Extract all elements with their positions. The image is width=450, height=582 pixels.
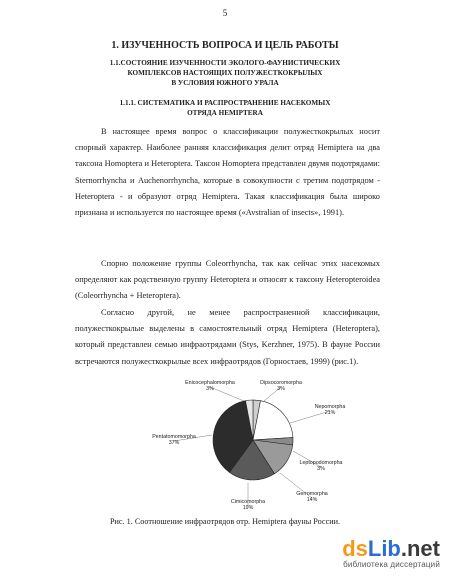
subsubsection-heading-line: ОТРЯДА HEMIPTERA [187,109,263,117]
slice-label: Dipsocoromorpha [260,380,302,386]
body-paragraph: В настоящее время вопрос о классификации полужесткокрылых носит спорный характер. Наиболее ранняя классификация делит отряд Hemiptera на два таксона Homoptera и Heteroptera. Таксон Homoptera представлен двумя подотрядами: Sternorrhyncha и Auchenorrhyncha, которые в совокупности с третим подотрядом - Heteroptera - и образуют отряд Hemiptera. Такая классификация была широко признана и используется по настоящее время («Avstralian of insects», 1991). [75,127,380,218]
leader-line [210,387,244,401]
slice-label: Nepomorpha [314,404,346,410]
infraorder-pie-chart [150,375,350,515]
slice-percent-label: 3% [206,386,214,392]
subsubsection-heading-line: 1.1.1. СИСТЕМАТИКА И РАСПРОСТРАНЕНИЕ НАСЕКОМЫХ [119,99,331,107]
slice-label: Cimicomorpha [230,499,266,505]
subsection-heading [50,58,400,88]
slice-label: Leptopodomorpha [299,460,343,466]
slice-label: Pentatomomorpha [152,434,196,440]
dslib-logo: dsLib.net [342,536,440,561]
slice-label: Enicocephalomorpha [185,380,235,386]
slice-percent-label: 37% [168,440,180,446]
watermark-subtitle: библиотека диссертаций [343,560,440,569]
subsection-heading-line: 1.1.СОСТОЯНИЕ ИЗУЧЕННОСТИ ЭКОЛОГО-ФАУНИСТИЧЕСКИХ [109,59,341,67]
slice-percent-label: 21% [324,410,336,416]
subsection-heading-line: КОМПЛЕКСОВ НАСТОЯЩИХ ПОЛУЖЕСТКОКРЫЛЫХ [127,69,323,77]
slice-percent-label: 3% [317,466,325,472]
subsubsection-heading [70,98,380,118]
slice-label: Gerromorpha [296,491,328,497]
subsection-heading-line: В УСЛОВИЯ ЮЖНОГО УРАЛА [171,79,279,87]
page-number: 5 [222,8,228,18]
slice-percent-label: 3% [277,386,285,392]
slice-percent-label: 19% [242,505,254,511]
body-paragraph: Спорно положение группы Coleorrhyncha, так как сейчас этих насекомых определяют как родственную группу Heteroptera и относят к таксону Heteropteroidea (Coleorrhyncha + Heteroptera). [75,259,380,301]
body-paragraph: Согласно другой, не менее распространенной классификации, полужесткокрылые выделены в самостоятельный отряд Hemiptera (Heteroptera), который представлен семью инфраотрядами (Stys, Kerzhner, 1975). В фауне России встречаются полужесткокрылые всех инфраотрядов (Горностаев, 1999) (рис.1). [75,308,380,366]
figure-caption: Рис. 1. Соотношение инфраотрядов отр. Hemiptera фауны России. [109,517,341,526]
watermark [342,538,440,569]
section-heading: 1. ИЗУЧЕННОСТЬ ВОПРОСА И ЦЕЛЬ РАБОТЫ [111,40,339,51]
slice-percent-label: 14% [306,497,318,503]
